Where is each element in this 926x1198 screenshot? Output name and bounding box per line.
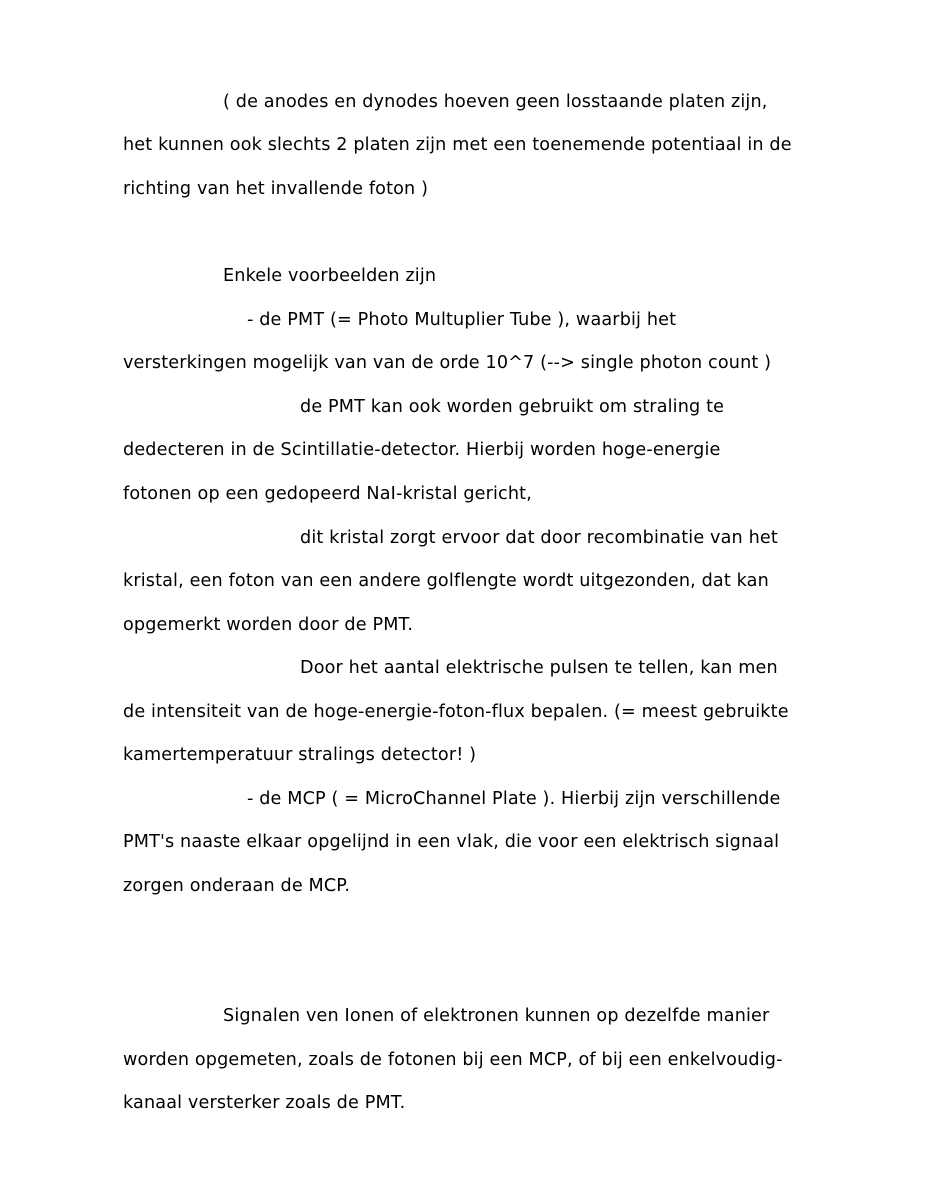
text-line: het kunnen ook slechts 2 platen zijn met een toenemende potentiaal in de xyxy=(123,135,792,155)
text-line: opgemerkt worden door de PMT. xyxy=(123,615,414,635)
text-line: worden opgemeten, zoals de fotonen bij een MCP, of bij een enkelvoudig- xyxy=(123,1050,783,1070)
text-line: kanaal versterker zoals de PMT. xyxy=(123,1093,406,1113)
text-line: PMT's naaste elkaar opgelijnd in een vlak, die voor een elektrisch signaal xyxy=(123,832,780,852)
text-line: fotonen op een gedopeerd NaI-kristal gericht, xyxy=(123,484,532,504)
text-line: de intensiteit van de hoge-energie-foton-flux bepalen. (= meest gebruikte xyxy=(123,702,789,722)
text-line: versterkingen mogelijk van van de orde 10^7 (--> single photon count ) xyxy=(123,353,772,373)
text-line: dedecteren in de Scintillatie-detector. Hierbij worden hoge-energie xyxy=(123,440,721,460)
text-line: Door het aantal elektrische pulsen te tellen, kan men xyxy=(300,658,778,678)
text-line: de PMT kan ook worden gebruikt om straling te xyxy=(300,397,725,417)
text-line: dit kristal zorgt ervoor dat door recombinatie van het xyxy=(300,528,778,548)
text-line: - de PMT (= Photo Multuplier Tube ), waarbij het xyxy=(247,310,677,330)
text-line: Signalen ven Ionen of elektronen kunnen op dezelfde manier xyxy=(223,1006,770,1026)
text-line: richting van het invallende foton ) xyxy=(123,179,429,199)
text-line: kamertemperatuur stralings detector! ) xyxy=(123,745,477,765)
text-line: Enkele voorbeelden zijn xyxy=(223,266,437,286)
text-line: zorgen onderaan de MCP. xyxy=(123,876,351,896)
text-line: ( de anodes en dynodes hoeven geen losstaande platen zijn, xyxy=(223,92,768,112)
text-line: kristal, een foton van een andere golflengte wordt uitgezonden, dat kan xyxy=(123,571,769,591)
text-line: - de MCP ( = MicroChannel Plate ). Hierbij zijn verschillende xyxy=(247,789,781,809)
